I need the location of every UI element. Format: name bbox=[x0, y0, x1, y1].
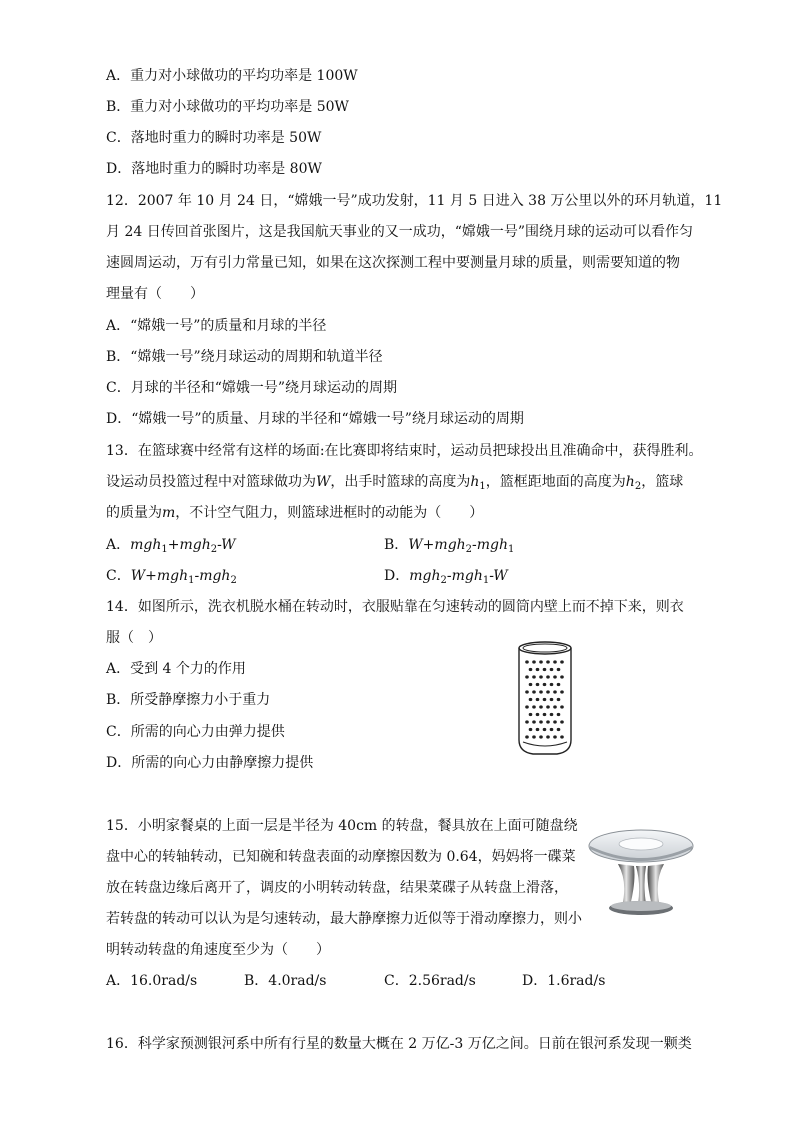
drum-hole bbox=[546, 675, 550, 678]
q12-option-c: C．月球的半径和“嫦娥一号”绕月球运动的周期 bbox=[106, 380, 398, 396]
q12-stem-line-4: 理量有（ ） bbox=[106, 286, 204, 302]
drum-hole bbox=[525, 735, 529, 738]
drum-hole bbox=[550, 713, 554, 716]
drum-hole bbox=[543, 728, 547, 731]
q14-stem-line-2: 服（ ） bbox=[106, 630, 162, 646]
q14-stem-line-1: 14．如图所示，洗衣机脱水桶在转动时，衣服贴靠在匀速转动的圆筒内壁上而不掉下来，则衣 bbox=[106, 599, 684, 615]
drum-hole bbox=[550, 683, 554, 686]
drum-hole bbox=[550, 668, 554, 671]
drum-hole bbox=[529, 713, 533, 716]
drum-hole bbox=[539, 720, 543, 723]
drum-hole bbox=[539, 675, 543, 678]
drum-hole bbox=[560, 705, 564, 708]
drum-hole bbox=[539, 705, 543, 708]
drum-hole bbox=[553, 735, 557, 738]
q13-option-a: A．mgh$_1$+mgh$_2$-W bbox=[106, 537, 236, 555]
drum-hole bbox=[543, 698, 547, 701]
drum-hole bbox=[560, 675, 564, 678]
drum-hole bbox=[532, 675, 536, 678]
drum-hole bbox=[560, 660, 564, 663]
q15-option-a: A．16.0rad/s bbox=[106, 973, 198, 989]
q15-option-d: D．1.6rad/s bbox=[522, 973, 606, 989]
q12-stem-line-3: 速圆周运动，万有引力常量已知，如果在这次探测工程中要测量月球的质量，则需要知道的物 bbox=[106, 255, 680, 271]
drum-hole bbox=[539, 660, 543, 663]
drum-hole bbox=[543, 683, 547, 686]
drum-hole bbox=[525, 660, 529, 663]
q15-stem-line-2: 盘中心的转轴转动，已知碗和转盘表面的动摩擦因数为 0.64，妈妈将一碟菜 bbox=[106, 849, 576, 865]
q16-stem-line-1: 16．科学家预测银河系中所有行星的数量大概在 2 万亿-3 万亿之间。日前在银河系发现一颗类 bbox=[106, 1036, 692, 1052]
drum-hole bbox=[536, 668, 540, 671]
drum-hole bbox=[557, 683, 561, 686]
drum-hole bbox=[550, 728, 554, 731]
q12-stem-line-2: 月 24 日传回首张图片，这是我国航天事业的又一成功，“嫦娥一号”围绕月球的运动可以看作匀 bbox=[106, 224, 694, 240]
drum-hole bbox=[532, 720, 536, 723]
drum-hole bbox=[532, 705, 536, 708]
drum-hole bbox=[532, 660, 536, 663]
q13-stem-line-2: 设运动员投篮过程中对篮球做功为W，出手时篮球的高度为$h_1$，篮框距地面的高度为$h_2$，篮球 bbox=[106, 474, 684, 492]
drum-hole bbox=[525, 720, 529, 723]
q13-option-b: B．W+mgh$_2$-mgh$_1$ bbox=[384, 537, 515, 555]
drum-hole bbox=[539, 690, 543, 693]
drum-hole bbox=[550, 698, 554, 701]
q15-option-c: C．2.56rad/s bbox=[384, 973, 476, 989]
q15-option-b: B．4.0rad/s bbox=[244, 973, 327, 989]
drum-hole bbox=[560, 735, 564, 738]
q15-stem-line-5: 明转动转盘的角速度至少为（ ） bbox=[106, 942, 330, 958]
drum-hole bbox=[529, 683, 533, 686]
q11-option-b: B．重力对小球做功的平均功率是 50W bbox=[106, 99, 349, 115]
drum-hole bbox=[557, 728, 561, 731]
drum-hole bbox=[539, 735, 543, 738]
drum-hole bbox=[557, 698, 561, 701]
drum-hole bbox=[536, 728, 540, 731]
q14-option-d: D．所需的向心力由静摩擦力提供 bbox=[106, 755, 314, 771]
drum-hole bbox=[546, 720, 550, 723]
drum-hole bbox=[546, 735, 550, 738]
q14-option-c: C．所需的向心力由弹力提供 bbox=[106, 724, 285, 740]
drum-hole bbox=[525, 690, 529, 693]
drum-hole bbox=[553, 690, 557, 693]
drum-hole bbox=[532, 690, 536, 693]
drum-hole bbox=[543, 713, 547, 716]
q13-stem-line-1: 13．在篮球赛中经常有这样的场面:在比赛即将结束时，运动员把球投出且准确命中，获得胜利。 bbox=[106, 443, 703, 459]
drum-hole bbox=[546, 690, 550, 693]
drum-hole bbox=[536, 683, 540, 686]
q12-option-a: A．“嫦娥一号”的质量和月球的半径 bbox=[106, 318, 327, 334]
q15-stem-line-1: 15．小明家餐桌的上面一层是半径为 40cm 的转盘，餐具放在上面可随盘绕 bbox=[106, 818, 578, 834]
q15-stem-line-4: 若转盘的转动可以认为是匀速转动，最大静摩擦力近似等于滑动摩擦力，则小 bbox=[106, 911, 582, 927]
drum-hole bbox=[543, 668, 547, 671]
q14-option-b: B．所受静摩擦力小于重力 bbox=[106, 692, 271, 708]
drum-hole bbox=[560, 720, 564, 723]
drum-hole bbox=[529, 728, 533, 731]
drum-hole bbox=[525, 705, 529, 708]
q11-option-d: D．落地时重力的瞬时功率是 80W bbox=[106, 161, 322, 177]
drum-hole bbox=[529, 698, 533, 701]
q11-option-c: C．落地时重力的瞬时功率是 50W bbox=[106, 130, 322, 146]
drum-hole bbox=[553, 660, 557, 663]
drum-hole bbox=[546, 705, 550, 708]
q13-option-d: D．mgh$_2$-mgh$_1$-W bbox=[384, 568, 508, 586]
drum-hole bbox=[557, 713, 561, 716]
drum-hole bbox=[557, 668, 561, 671]
q11-option-a: A．重力对小球做功的平均功率是 100W bbox=[106, 68, 358, 84]
drum-hole bbox=[525, 675, 529, 678]
drum-hole bbox=[529, 668, 533, 671]
washer-drum-figure bbox=[515, 640, 575, 760]
q12-option-b: B．“嫦娥一号”绕月球运动的周期和轨道半径 bbox=[106, 349, 383, 365]
drum-hole bbox=[553, 675, 557, 678]
q12-stem-line-1: 12．2007 年 10 月 24 日，“嫦娥一号”成功发射，11 月 5 日进入 38 万公里以外的环月轨道，11 bbox=[106, 193, 723, 209]
drum-hole bbox=[536, 713, 540, 716]
q13-stem-line-3: 的质量为m，不计空气阻力，则篮球进框时的动能为（ ） bbox=[106, 505, 484, 521]
q12-option-d: D．“嫦娥一号”的质量、月球的半径和“嫦娥一号”绕月球运动的周期 bbox=[106, 411, 524, 427]
drum-hole bbox=[546, 660, 550, 663]
drum-hole bbox=[553, 705, 557, 708]
q13-option-c: C．W+mgh$_1$-mgh$_2$ bbox=[106, 568, 237, 586]
drum-hole bbox=[536, 698, 540, 701]
q15-stem-line-3: 放在转盘边缘后离开了，调皮的小明转动转盘，结果菜碟子从转盘上滑落， bbox=[106, 880, 568, 896]
drum-hole bbox=[553, 720, 557, 723]
drum-hole bbox=[532, 735, 536, 738]
turntable-photo bbox=[588, 820, 694, 920]
q14-option-a: A．受到 4 个力的作用 bbox=[106, 661, 246, 677]
drum-hole bbox=[560, 690, 564, 693]
